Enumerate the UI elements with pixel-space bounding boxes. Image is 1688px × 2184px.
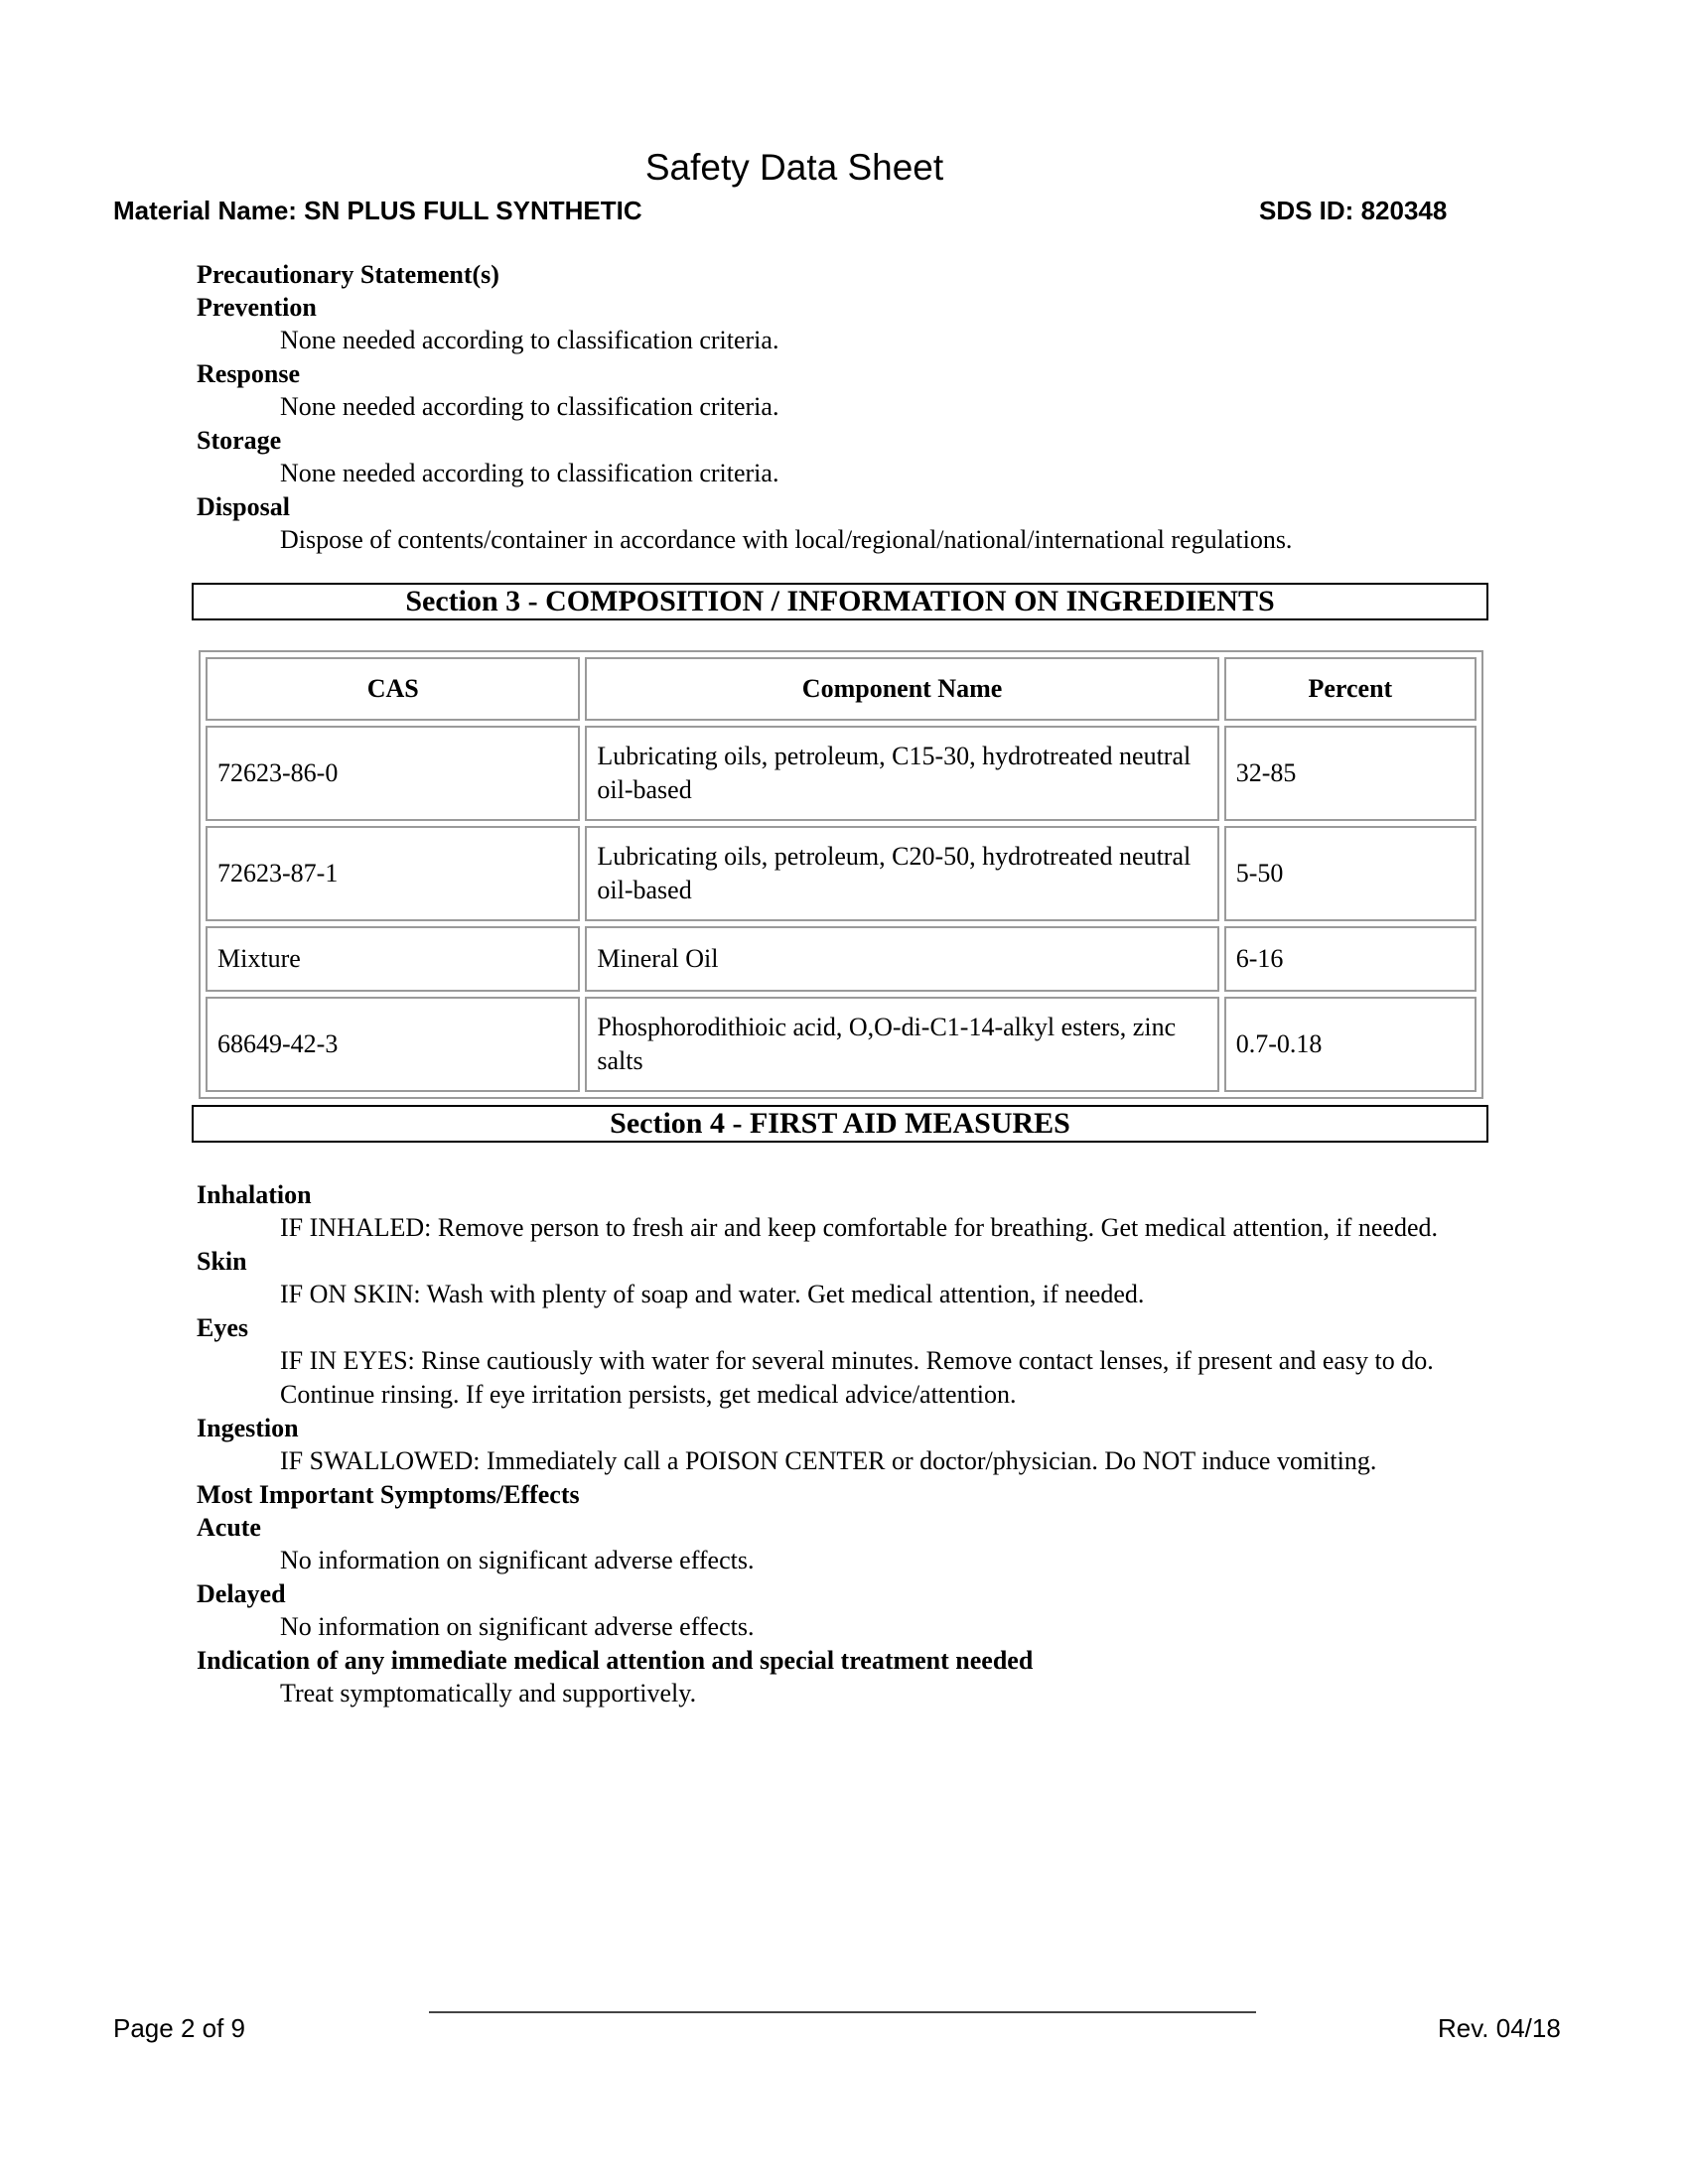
section-4-heading: Section 4 - FIRST AID MEASURES: [192, 1105, 1488, 1143]
component-name-cell: Mineral Oil: [585, 926, 1218, 992]
eyes-text: IF IN EYES: Rinse cautiously with water for several minutes. Remove contact lenses, if present and easy to do. Continue rinsing. If eye irritation persists, get medical advice/attention.: [280, 1346, 1434, 1409]
cas-cell: 72623-86-0: [206, 726, 580, 821]
material-name: Material Name: SN PLUS FULL SYNTHETIC: [113, 196, 642, 225]
inhalation-text: IF INHALED: Remove person to fresh air and keep comfortable for breathing. Get medical attention, if needed.: [280, 1213, 1438, 1242]
column-header-cas: CAS: [206, 657, 580, 721]
composition-table: [199, 650, 1483, 1099]
section-3-heading: Section 3 - COMPOSITION / INFORMATION ON INGREDIENTS: [192, 583, 1488, 620]
component-name-cell: Lubricating oils, petroleum, C20-50, hydrotreated neutral oil-based: [585, 826, 1218, 921]
response-label: Response: [197, 359, 301, 388]
storage-text: None needed according to classification criteria.: [280, 459, 779, 487]
cas-cell: 72623-87-1: [206, 826, 580, 921]
prevention-text: None needed according to classification criteria.: [280, 326, 779, 354]
acute-label: Acute: [197, 1513, 261, 1542]
percent-cell: 32-85: [1224, 726, 1477, 821]
acute-text: No information on significant adverse effects.: [280, 1546, 755, 1574]
indication-text: Treat symptomatically and supportively.: [280, 1679, 697, 1707]
eyes-label: Eyes: [197, 1313, 248, 1342]
skin-label: Skin: [197, 1247, 247, 1276]
page-number: Page 2 of 9: [113, 2013, 245, 2043]
table-row: [206, 926, 1477, 992]
disposal-label: Disposal: [197, 492, 290, 521]
percent-cell: 6-16: [1224, 926, 1477, 992]
percent-cell: 5-50: [1224, 826, 1477, 921]
delayed-text: No information on significant adverse effects.: [280, 1612, 755, 1641]
cas-cell: 68649-42-3: [206, 997, 580, 1092]
footer-divider: [429, 2011, 1256, 2013]
disposal-text: Dispose of contents/container in accordance with local/regional/national/international regulations.: [280, 525, 1293, 554]
sds-id: SDS ID: 820348: [1259, 196, 1448, 225]
table-row: [206, 726, 1477, 821]
prevention-label: Prevention: [197, 293, 317, 322]
component-name-cell: Phosphorodithioic acid, O,O-di-C1-14-alkyl esters, zinc salts: [585, 997, 1218, 1092]
first-aid-measures: [197, 1178, 1487, 1710]
indication-label: Indication of any immediate medical attention and special treatment needed: [197, 1646, 1034, 1675]
skin-text: IF ON SKIN: Wash with plenty of soap and water. Get medical attention, if needed.: [280, 1280, 1145, 1308]
precautionary-title: Precautionary Statement(s): [197, 260, 499, 289]
percent-cell: 0.7-0.18: [1224, 997, 1477, 1092]
component-name-cell: Lubricating oils, petroleum, C15-30, hydrotreated neutral oil-based: [585, 726, 1218, 821]
inhalation-label: Inhalation: [197, 1180, 312, 1209]
precautionary-statements: [197, 258, 1487, 557]
column-header-percent: Percent: [1224, 657, 1477, 721]
symptoms-title: Most Important Symptoms/Effects: [197, 1480, 580, 1509]
ingestion-label: Ingestion: [197, 1414, 299, 1442]
delayed-label: Delayed: [197, 1579, 286, 1608]
response-text: None needed according to classification criteria.: [280, 392, 779, 421]
revision: Rev. 04/18: [1438, 2013, 1561, 2043]
cas-cell: Mixture: [206, 926, 580, 992]
table-header-row: [206, 657, 1477, 721]
ingestion-text: IF SWALLOWED: Immediately call a POISON CENTER or doctor/physician. Do NOT induce vomiting.: [280, 1446, 1377, 1475]
document-title: Safety Data Sheet: [644, 147, 944, 188]
table-row: [206, 997, 1477, 1092]
table-row: [206, 826, 1477, 921]
column-header-component-name: Component Name: [585, 657, 1218, 721]
storage-label: Storage: [197, 426, 282, 455]
